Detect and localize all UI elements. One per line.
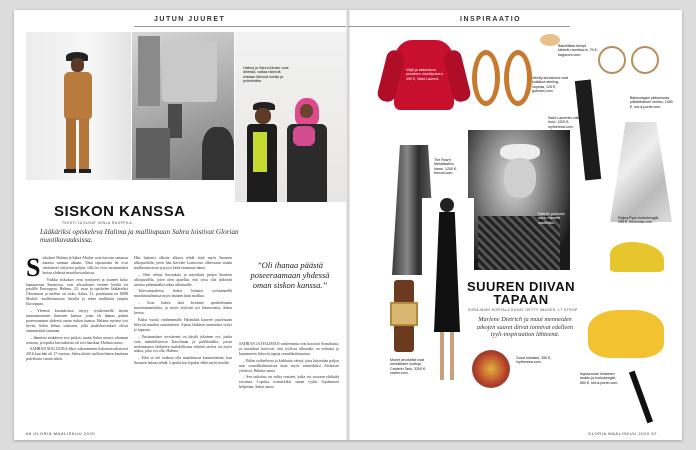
byline-right: SIIRA-MARI KORTALA KUVAT GETTY IMAGES, LT STROP	[468, 308, 578, 312]
kicker-rule-right	[348, 26, 570, 27]
col1-p5: SAHRAN MALLIURA alkoi vakavammin kokonaisvaltaisesti 2016 kun hän oli 17-vuotias, Sahra aloitti tuolloin hänen kauttaan palvelusta vuotta sitten.	[26, 347, 129, 362]
photo-studio	[132, 32, 234, 180]
section-kicker-right: INSPIRAATIO	[460, 16, 522, 23]
caption-earrings: Infinity-korvakorut ovat kullattua sterling-hopeaa, 125 €, guerlain.com.	[532, 76, 569, 94]
column-1	[26, 253, 129, 364]
pull-quote: ”Oli ihanaa päästä poseeraamaan yhdessä oman siskon kanssa.”	[250, 260, 330, 290]
product-turban	[472, 350, 510, 388]
caption-bag: Aquazzuran keltainen laukku ja korkokengät, 850 €, net-a-porter.com.	[580, 372, 619, 385]
caption-watch: Monet arvokellot ovat henkilöiden luottoja. Cartierin Tank, 3200 €, cartier.com.	[390, 358, 427, 376]
product-bracelets	[540, 34, 560, 46]
col2-p4: – Aion hakea tänä keväänä opiskelemaan muotisuunnittelua, ja myös stylistin työ kiinnostaisi, Sahra kertoo.	[134, 301, 232, 316]
col2-p1: Hän haluaisi alkoita alkaen tehdä töitä myös Suomen ulkopuolella, joten hän kävelee Lontoossa olleessaan sisään mallitoimistoon ja pyysi heitä ottamaan hänet.	[134, 256, 232, 270]
caption-scarf: Saint Laurentin silkki-huivi, 1200 €, mytheresa.com.	[548, 116, 583, 129]
lead-left: Lääkäriksi opiskeleva Halima ja mallitupaan Sahra loistivat Glorian muotikuvauksissa.	[40, 228, 239, 245]
watch-face	[390, 302, 418, 326]
section-kicker-left: JUTUN JUURET	[154, 16, 226, 23]
col3-p3: – Sen tarkoitus on valita vaatteet, jotka voi suoraan yhdistää toisiinsa. Lopulta esimerkiksi oman tyylin löytäminen helpottaa, Sahra sanoo.	[239, 375, 339, 390]
caption-blouse: Väljä ja laskeutuva punainen rusettipusero, 390 €, Saint Laurent.	[406, 68, 444, 81]
caption-bracelets: Bakeliitista tehdyt kiinteät rannekorut, 75 €, bagscom.com.	[558, 44, 598, 57]
col3-p1: SAHRAN JA HALIMAN vanhemmat ovat kotoisin Somaliasta, ja sisarukset kertovat, että tyylissä ulkonäkö on erilaisia ja kauneuteen liittyviä tapoja somalikulttuurissa.	[239, 342, 339, 356]
product-heel	[629, 371, 653, 424]
folio-left: 66 GLORIA MAALISKUU 2020	[26, 431, 96, 436]
article-title-left: SISKON KANSSA	[54, 203, 186, 220]
col1-p1: iskokset Halima ja Sahra Aboker ovat harvoin samassa maassa samaan aikaan. Tänä tapaamista he ovat odottaneet erityisen paljon, sillä he ovat ensimmäistä kertaa yhdessä muotikuvauksissa.	[42, 256, 128, 275]
product-pumps	[610, 242, 664, 272]
col1-p4: – Jännittin etukäteen tosi paljon, mutta Sahra neuvoi olemaan rentona, ja lopulta kuvauksissa oli tosi hauskaa, Halima sanoo.	[26, 335, 128, 345]
product-earring-right	[504, 50, 532, 106]
col2-p2: – Olen tehnyt kuvauksia ja näytöksiä paljon Suomen ulkopuolella, joten olen ajatellut, että voisi olla järkevää asettua pidemmäksi aikaa ulkomaille.	[134, 272, 232, 287]
photo-marlene-dietrich	[468, 130, 570, 270]
byline-left: TEKSTI JA KUVAT VENLA RUOPPILA	[62, 221, 133, 225]
photo-woman-suit	[26, 32, 131, 180]
col3-p2: – Pidän vaihtelevaa ja kirkkaita värejä, joita käytetään paljon niin somalikulttuurissa kuin myös esimerkiksi Afrikassa yleisesti, Halima sanoo.	[239, 358, 339, 373]
caption-pumps: Rejina Pyon korkokengät, 395 €, lovemosa.com.	[618, 216, 659, 225]
col1-p2: Vuikka siskokset ovat syntyneet ja asuneet koko lapsuutensa Suomessa, ovat aiksuilaiset vieneet heidät eri puolille Eurooppaa. Halima, 23, asuu ja opiskelee lääkäreiksi Ukrainassa ja mieliin on sisko, Sahra, 21, puolestaan on IMM Models -mallitoimiston listoilla ja tekee mallitöitä ympäri Eurooppaa.	[26, 277, 128, 307]
product-glasses-right	[631, 46, 659, 74]
col1-p3: – Yleensä kuvauksissa täytyy työskennellä täysin tuntemattomien ihmisten kanssa, joten oli ihanaa päästä poseeraamaan yhdessä oman siskon kanssa. Halima myönsi tosi hyvin, Sahra kehuu siskoaan, jolla studiokuvaukset olivat ensimmäiset laatuaan.	[26, 309, 128, 333]
folio-right: GLORIA MAALISKUU 2020 67	[588, 431, 658, 436]
caption-marlene: Dietrich pukeutui usein miesten vaatteisiin.	[538, 212, 565, 225]
col2-p5: Kaksi vuotta vanhemmalla Halimalla haaveet puolestaan liittyvät muiden auttamiseen. Ajatus lääkärin ammatista syttyi jo lapsena.	[134, 317, 232, 332]
column-3	[239, 342, 339, 392]
left-page	[14, 10, 348, 440]
product-glasses-left	[598, 46, 626, 74]
col2-p7: – Eikä se ole vaikeaa olla maailmassa kunnioitetuin, kun Suomen haluaa tehdä. Lopulta kai lopuksi ehkä myös maalle.	[134, 356, 232, 366]
col2-p3: Tulevaisuudessa Sahra haluaisi työskennellä muotimaailmassa myös muuten kuin mallina.	[134, 289, 232, 299]
caption-skirt: The Row'n Metallisatiini hame, 1200 €, therow.com.	[434, 158, 457, 176]
article-title-right: SUUREN DIIVAN TAPAAN	[466, 279, 576, 307]
kicker-rule-left	[134, 26, 348, 27]
product-lace-dress	[610, 122, 672, 222]
caption-sisters: Halima ja Sahra Aboker ovat läheisiä, vaikka riskeviä toisiaan lähinnä lomilla ja puhelimitse.	[243, 66, 289, 84]
drop-cap: S	[26, 253, 41, 282]
product-yellow-bag	[588, 310, 664, 358]
column-2	[134, 256, 232, 368]
caption-dress: Balenciagan pikkumusta pitkähihainen mekko, 2490 €, net-a-porter.com.	[630, 96, 673, 109]
caption-turban: Gucci turbaani, 350 €, mytheresa.com.	[516, 356, 552, 365]
magazine-spread	[14, 10, 682, 440]
lead-right: Marlene Dietrich ja muut menneiden aikojen suuret diivat toimivat edelleen tyyli-inspiraation lähteenä.	[476, 316, 574, 339]
product-scarf	[575, 79, 601, 180]
product-earring-left	[472, 50, 500, 106]
photo-sisters	[235, 32, 348, 202]
right-page	[348, 10, 682, 440]
col2-p6: – Ensimmäiset tavoitteeni on käydä jokainen ovi, jonka vain mahdollistavat Karoliinan ja poliklinikka, joissa molemmissa lääkärien mahdollisuus edistää oireita tai myös uskoa, joka voi olla. Halima	[134, 334, 232, 354]
